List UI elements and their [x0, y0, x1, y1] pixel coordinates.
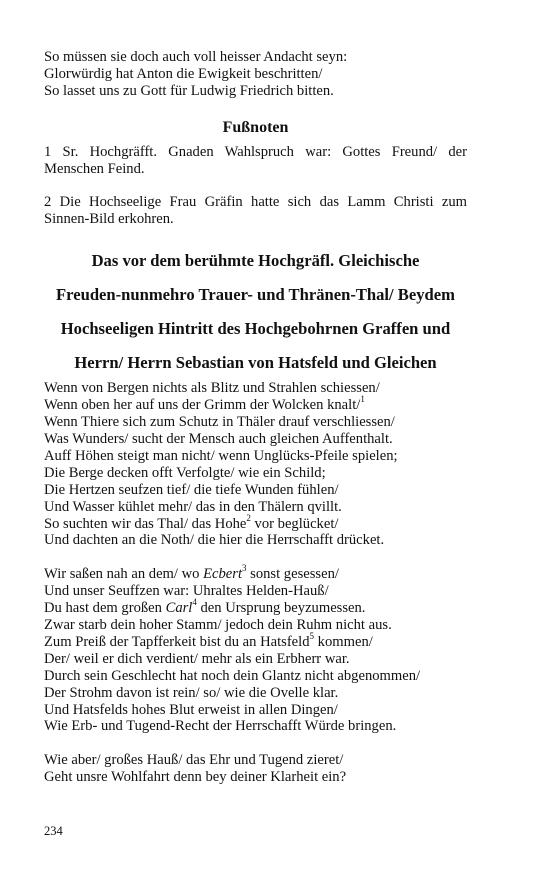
footnote-ref: 5 [309, 631, 315, 642]
title-line: Das vor dem berühmte Hochgräfl. Gleichische [91, 251, 420, 271]
verse-line: Wenn oben her auf uns der Grimm der Wolcken knalt/$^1$ [44, 394, 365, 414]
page-number: 234 [44, 824, 63, 838]
title-line: Herrn/ Herrn Sebastian von Hatsfeld und Gleichen [74, 353, 437, 373]
poem-title [44, 251, 467, 373]
footnote-ref: 1 [360, 394, 365, 405]
footnote-ref: 3 [242, 563, 247, 574]
stanza-1 [44, 380, 467, 549]
title-line: Hochseeligen Hintritt des Hochgebohrnen Graffen und [60, 319, 451, 339]
verse-line: Wie aber/ großes Hauß/ das Ehr und Tugend zieret/ [44, 752, 344, 769]
verse-line: Der Strohm davon ist rein/ so/ wie die Ovelle klar. [44, 684, 339, 701]
verse-line: Und dachten an die Noth/ die hier die Herrschafft drücket. [44, 532, 385, 549]
verse-line: Auff Höhen steigt man nicht/ wenn Unglücks-Pfeile spielen; [44, 447, 398, 464]
verse-line: Du hast dem großen Carl$^4$ den Ursprung beyzumessen. [44, 597, 366, 617]
footnote-2: 2 Die Hochseelige Frau Gräfin hatte sich das Lamm Christi zum Sinnen-Bild erkohren. [44, 194, 467, 228]
italic-name: Ecbert [203, 566, 242, 583]
stanza-3 [44, 752, 467, 786]
verse-line: Geht unsre Wohlfahrt denn bey deiner Klarheit ein? [44, 769, 347, 786]
verse-line: Und Wasser kühlet mehr/ das in den Thälern qvillt. [44, 498, 342, 515]
footnote-ref: 2 [246, 512, 251, 523]
verse-line: Wenn Thiere sich zum Schutz in Thäler drauf verschliessen/ [44, 414, 395, 431]
verse-line: Durch sein Geschlecht hat noch dein Glantz nicht abgenommen/ [44, 667, 421, 684]
verse-line: Wir saßen nah an dem/ wo Ecbert$^3$ sonst gesessen/ [44, 563, 339, 583]
document-page [44, 49, 467, 786]
verse-line: Zwar starb dein hoher Stamm/ jedoch dein Ruhm nicht aus. [44, 617, 392, 634]
stanza-2 [44, 563, 467, 735]
verse-line: Die Hertzen seufzen tief/ die tiefe Wunden fühlen/ [44, 481, 339, 498]
verse-line: Wenn von Bergen nichts als Blitz und Strahlen schiessen/ [44, 380, 380, 397]
verse-line: Und Hatsfelds hohes Blut erweist in allen Dingen/ [44, 701, 338, 718]
verse-line: Der/ weil er dich verdient/ mehr als ein Erbherr war. [44, 650, 350, 667]
italic-name: Carl [165, 600, 193, 617]
verse-line: Was Wunders/ sucht der Mensch auch gleichen Auffenthalt. [44, 430, 393, 447]
verse-line: Und unser Seuffzen war: Uhraltes Helden-Hauß/ [44, 583, 329, 600]
intro-verse [44, 49, 467, 100]
title-line: Freuden-nunmehro Trauer- und Thränen-Thal/ Beydem [56, 285, 455, 305]
footnote-1: 1 Sr. Hochgräfft. Gnaden Wahlspruch war: Gottes Freund/ der Menschen Feind. [44, 143, 467, 177]
verse-line: So suchten wir das Thal/ das Hohe$^2$ vor beglücket/ [44, 512, 339, 532]
footnotes-heading: Fußnoten [222, 118, 289, 136]
verse-line: Glorwürdig hat Anton die Ewigkeit beschritten/ [44, 65, 323, 82]
verse-line: Wie Erb- und Tugend-Recht der Herrschafft Würde bringen. [44, 718, 397, 735]
verse-line: Zum Preiß der Tapfferkeit bist du an Hatsfeld$^5$ kommen/ [44, 631, 373, 650]
footnote-ref: 4 [192, 597, 197, 608]
verse-line: So müssen sie doch auch voll heisser Andacht seyn: [44, 49, 348, 65]
verse-line: So lasset uns zu Gott für Ludwig Friedrich bitten. [44, 82, 334, 99]
verse-line: Die Berge decken offt Verfolgte/ wie ein Schild; [44, 464, 326, 481]
